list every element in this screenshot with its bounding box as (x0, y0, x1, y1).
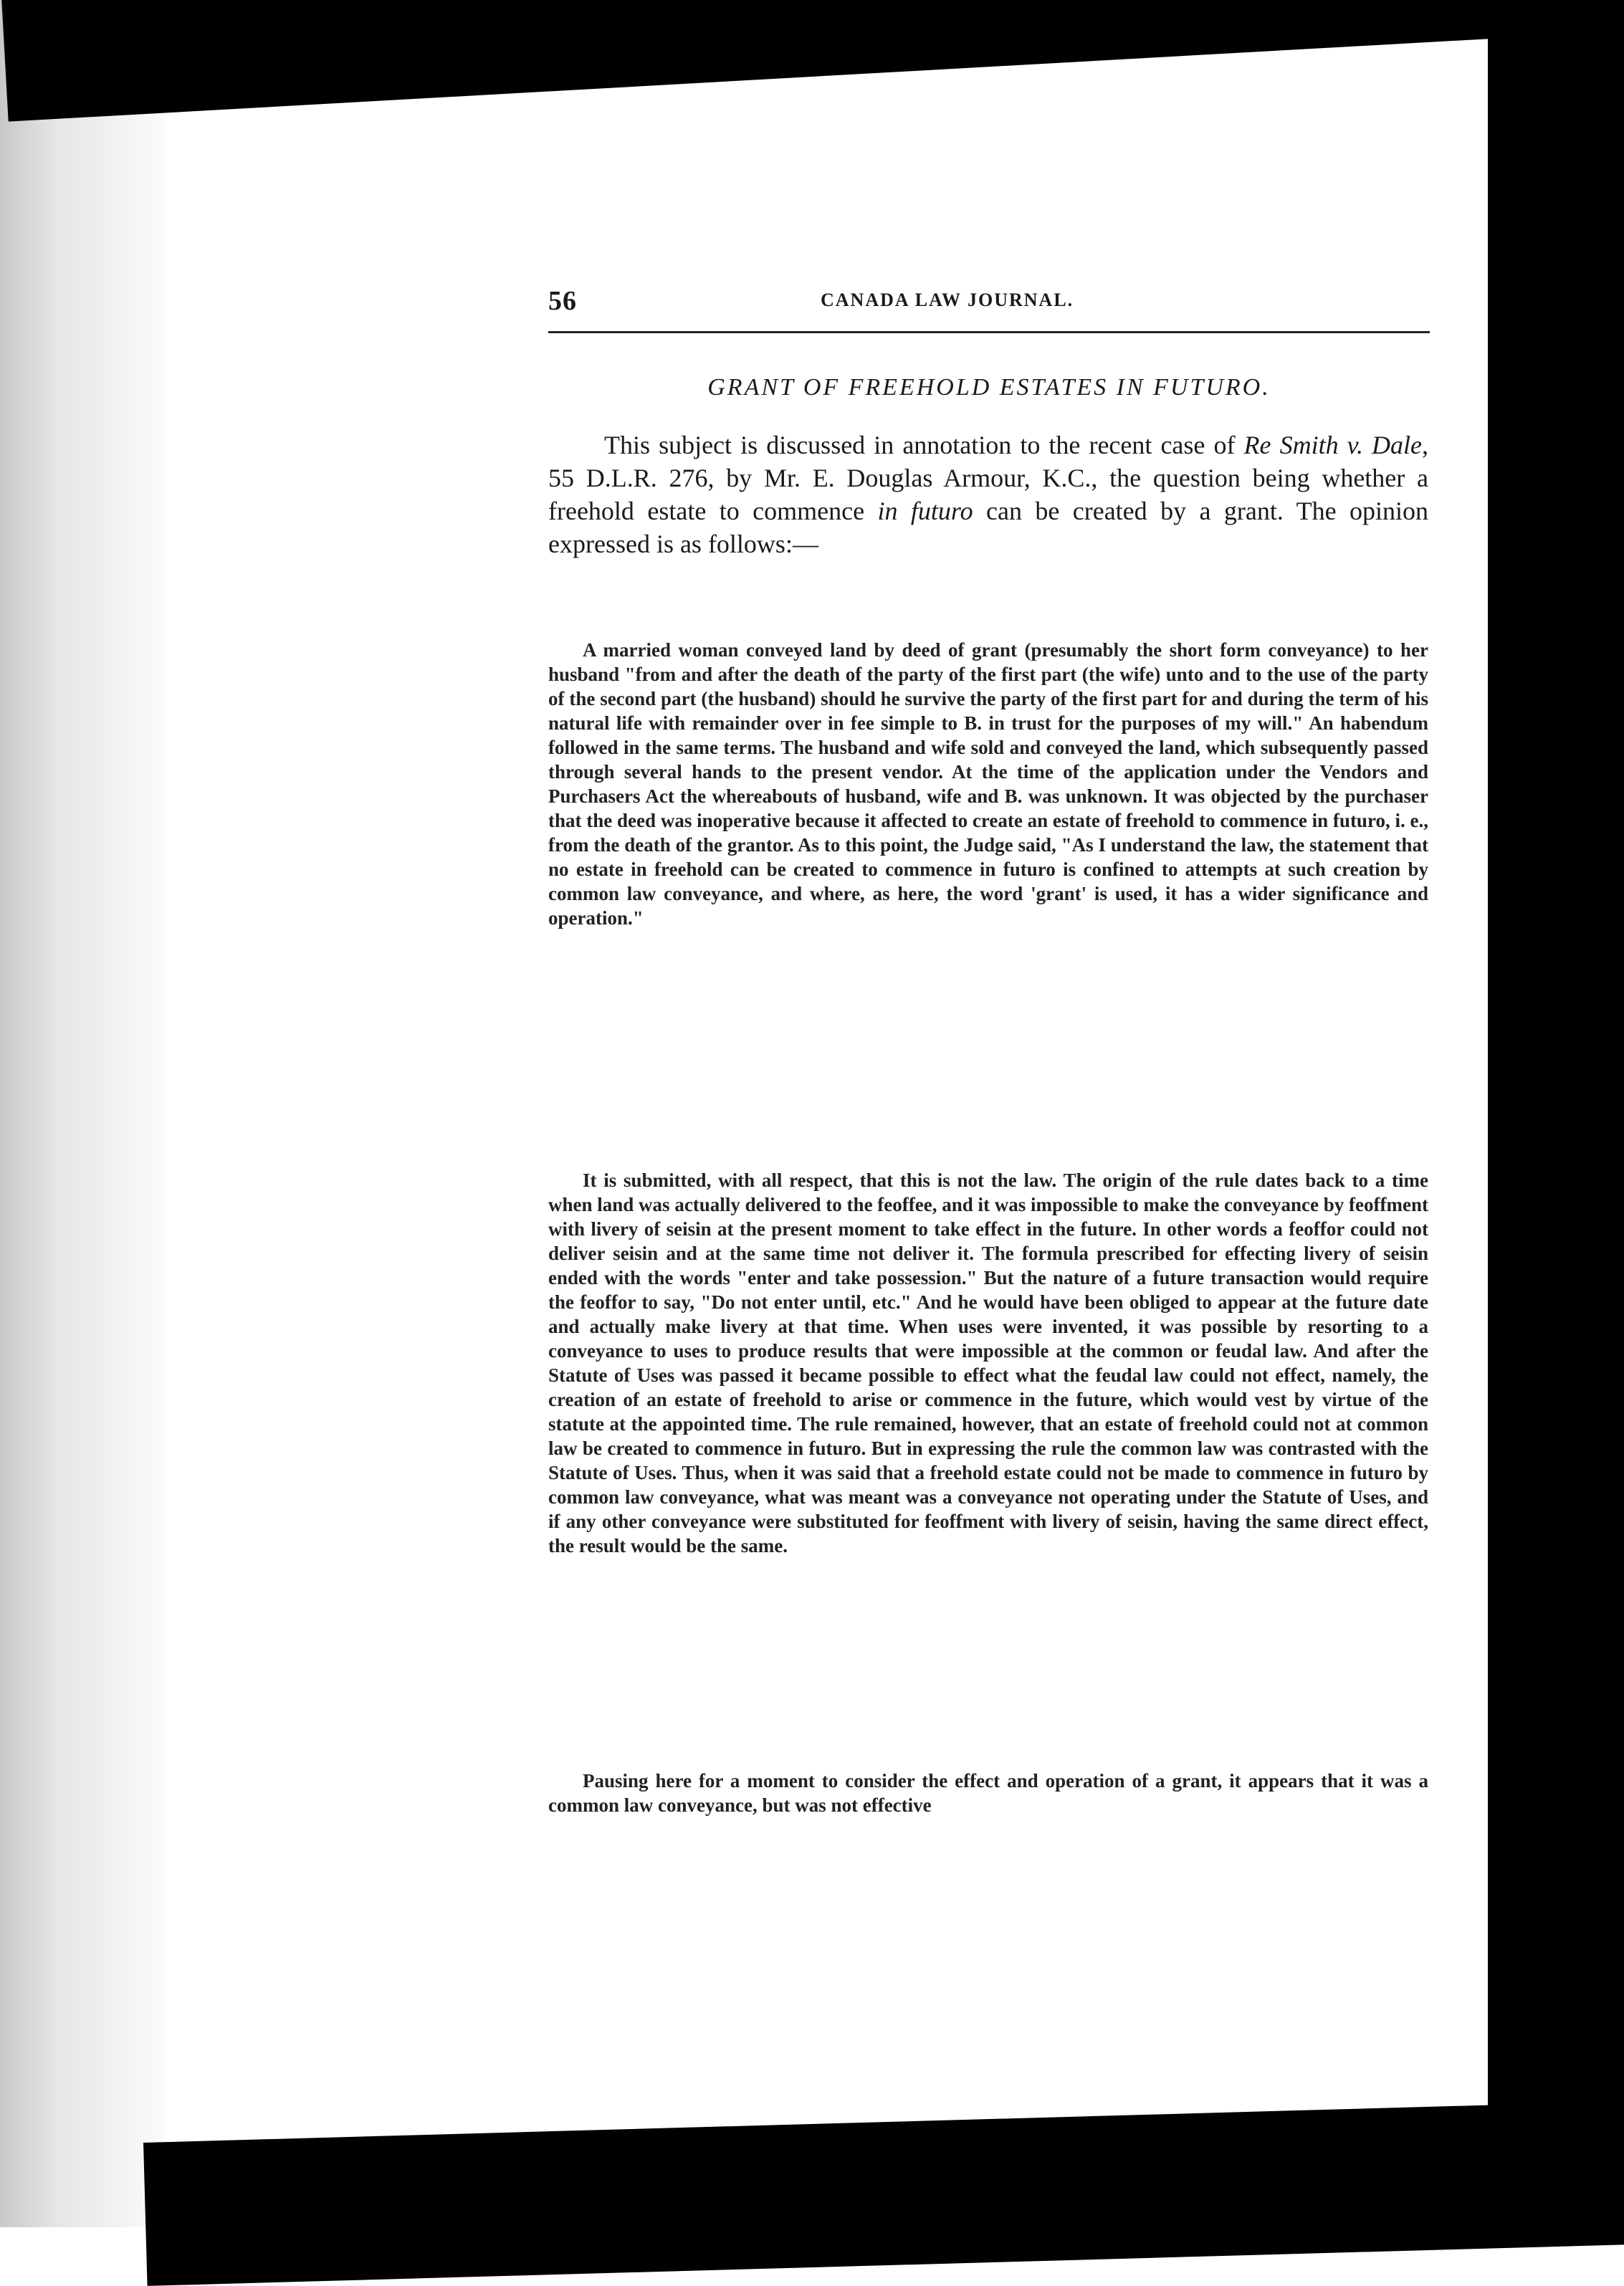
case-name: Re Smith v. Dale (1243, 431, 1422, 459)
article-title: GRANT OF FREEHOLD ESTATES IN FUTURO. (707, 374, 1271, 401)
intro-text-1: This subject is discussed in annotation to the recent case of (604, 431, 1244, 459)
running-head (548, 285, 1426, 328)
body-paragraph-2: Pausing here for a moment to consider the effect and operation of a grant, it appears that it was a common law conveyance, but was not effective (548, 1770, 1428, 1816)
intro-text-3: can be created by a grant. The opinion expressed is as follows:— (548, 497, 1429, 558)
journal-name: CANADA LAW JOURNAL. (821, 290, 1074, 310)
in-futuro-term: in futuro (877, 497, 973, 525)
quoted-annotation: A married woman conveyed land by deed of grant (presumably the short form conveyance) to her husband "from and after the death of the party of the first part (the wife) unto and to the use of the party of the second part (the husband) should he survive the party of the first part for and during the term of his natural life with remainder over in fee simple to B. in trust for the purposes of my will." An habendum followed in the same terms. The husband and wife sold and conveyed the land, which subsequently passed through several hands to the present vendor. At the time of the application under the Vendors and Purchasers Act the whereabouts of husband, wife and B. was unknown. It was objected by the purchaser that the deed was inoperative because it affected to create an estate of freehold to commence in futuro, i. e., from the death of the grantor. As to this point, the Judge said, "As I understand the law, the statement that no estate in freehold can be created to commence in futuro is confined to attempts at such creation by common law conveyance, and where, as here, the word 'grant' is used, it has a wider significance and operation." (548, 639, 1428, 929)
intro-paragraph (548, 429, 1428, 560)
intro-text-2: , 55 D.L.R. 276, by Mr. E. Douglas Armour, K.C., the question being whether a freehold estate to commence (548, 431, 1428, 525)
page-number: 56 (548, 286, 577, 316)
header-rule (548, 331, 1430, 333)
body-paragraph-1: It is submitted, with all respect, that this is not the law. The origin of the rule dates back to a time when land was actually delivered to the feoffee, and it was impossible to make the conveyance by feoffment with livery of seisin at the present moment to take effect in the future. In other words a feoffor could not deliver seisin and at the same time not deliver it. The formula prescribed for effecting livery of seisin ended with the words "enter and take possession." But the nature of a future transaction would require the feoffor to say, "Do not enter until, etc." And he would have been obliged to appear at the future date and actually make livery at that time. When uses were invented, it was possible by resorting to a conveyance to uses to produce results that were impossible at the common or feudal law. And after the Statute of Uses was passed it became possible to effect what the feudal law could not effect, namely, the creation of an estate of freehold to arise or commence in the future, which would vest by virtue of the statute at the appointed time. The rule remained, however, that an estate of freehold could not at common law be created to commence in futuro. But in expressing the rule the common law was contrasted with the Statute of Uses. Thus, when it was said that a freehold estate could not be made to commence in futuro by common law conveyance, what was meant was a conveyance not operating under the Statute of Uses, and if any other conveyance were substituted for feoffment with livery of seisin, having the same direct effect, the result would be the same. (548, 1170, 1428, 1556)
